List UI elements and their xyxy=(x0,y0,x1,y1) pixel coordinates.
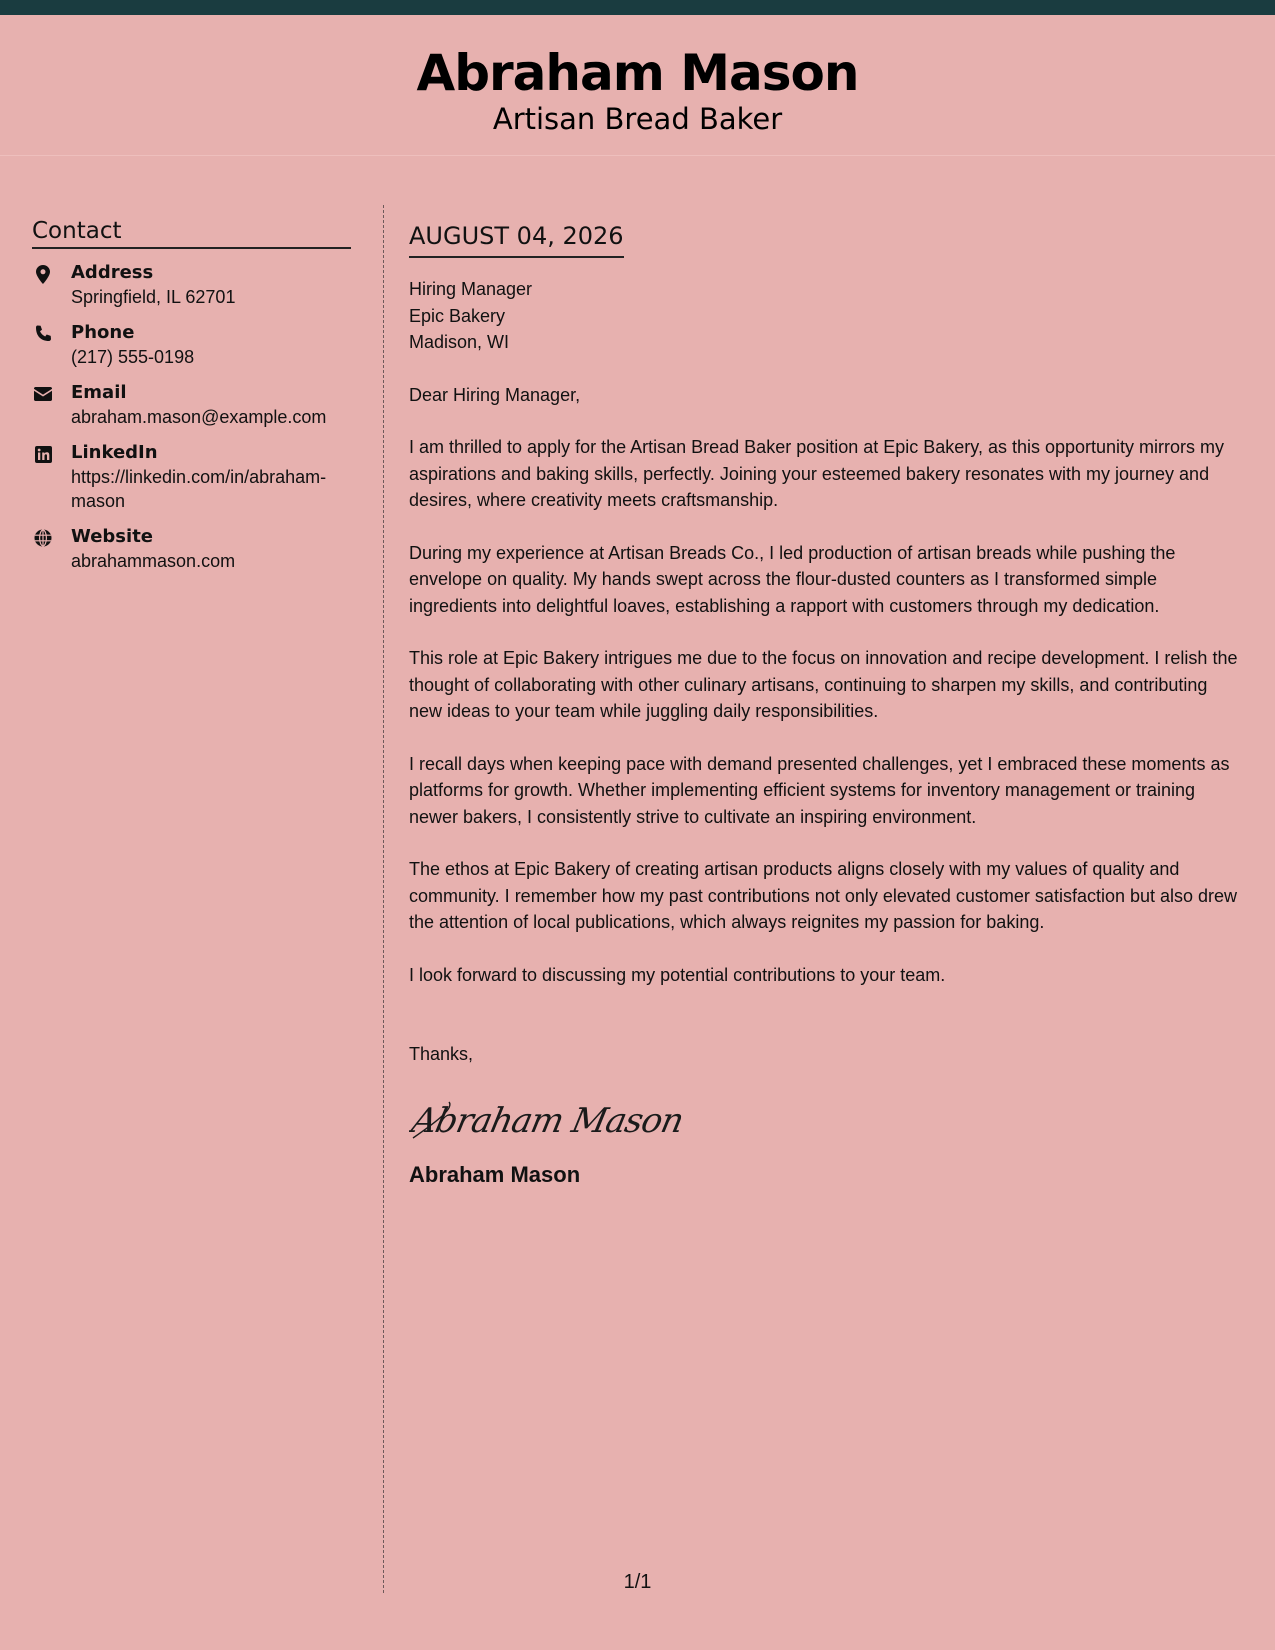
email-label: Email xyxy=(71,382,127,403)
contact-heading: Contact xyxy=(32,218,351,249)
linkedin-value[interactable]: https://linkedin.com/in/abraham-mason xyxy=(71,467,327,511)
website-label: Website xyxy=(71,526,154,547)
column-divider xyxy=(383,205,384,1593)
letter-date: AUGUST 04, 2026 xyxy=(409,222,624,258)
applicant-title: Artisan Bread Baker xyxy=(492,102,783,136)
signer-name: Abraham Mason xyxy=(409,1161,581,1187)
closing: Thanks, xyxy=(409,1044,474,1064)
recipient-line: Epic Bakery xyxy=(409,305,506,326)
letter-paragraph: I am thrilled to apply for the Artisan Bread Baker position at Epic Bakery, as this opportunity mirrors my aspirations and baking skills, perfectly. Joining your esteemed bakery resonates with my journey and desires, where creativity meets craftsmanship. xyxy=(409,437,1225,510)
letter-paragraph: During my experience at Artisan Breads Co., I led production of artisan breads while pushing the envelope on quality. My hands swept across the flour-dusted counters as I transformed simple ingredients into delightful loaves, establishing a rapport with customers through my dedication. xyxy=(409,542,1176,616)
envelope-icon xyxy=(32,383,54,405)
website-value[interactable]: abrahammason.com xyxy=(71,551,236,571)
globe-icon xyxy=(32,527,54,549)
recipient-line: Hiring Manager xyxy=(409,279,533,299)
contact-linkedin xyxy=(32,441,351,513)
phone-icon xyxy=(32,323,54,345)
letter-paragraph: This role at Epic Bakery intrigues me due to the focus on innovation and recipe development. I relish the thought of collaborating with other culinary artisans, continuing to sharpen my skills, and contributing new ideas to your team while juggling daily responsibilities. xyxy=(409,648,1238,721)
contact-phone xyxy=(32,321,351,369)
letter-paragraph: The ethos at Epic Bakery of creating artisan products aligns closely with my values of quality and community. I remember how my past contributions not only elevated customer satisfaction but also drew the attention of local publications, which always reignites my passion for baking. xyxy=(409,859,1238,932)
page-number: 1/1 xyxy=(623,1571,652,1593)
address-value: Springfield, IL 62701 xyxy=(71,287,236,307)
applicant-name: Abraham Mason xyxy=(416,44,859,102)
handwritten-signature xyxy=(409,1090,1244,1150)
letter-paragraph: I recall days when keeping pace with demand presented challenges, yet I embraced these moments as platforms for growth. Whether implementing efficient systems for inventory management or training newer bakers, I consistently strive to cultivate an inspiring environment. xyxy=(409,753,1230,827)
recipient-line: Madison, WI xyxy=(409,332,510,352)
contact-email xyxy=(32,381,351,429)
linkedin-icon xyxy=(32,443,54,465)
page-header xyxy=(0,15,1275,156)
top-accent-bar xyxy=(0,0,1275,15)
contact-address xyxy=(32,261,351,309)
salutation: Dear Hiring Manager, xyxy=(409,384,581,405)
map-pin-icon xyxy=(32,263,54,285)
contact-website xyxy=(32,525,351,573)
linkedin-label: LinkedIn xyxy=(71,442,158,463)
phone-label: Phone xyxy=(71,322,135,343)
recipient-block xyxy=(409,276,1244,356)
contact-sidebar xyxy=(32,218,351,573)
letter-paragraph: I look forward to discussing my potential contributions to your team. xyxy=(409,964,946,985)
email-value[interactable]: abraham.mason@example.com xyxy=(71,407,327,427)
letter-body xyxy=(409,222,1244,1188)
signature-text: Abraham Mason xyxy=(409,1100,687,1141)
address-label: Address xyxy=(71,262,154,283)
phone-value[interactable]: (217) 555-0198 xyxy=(71,347,195,367)
